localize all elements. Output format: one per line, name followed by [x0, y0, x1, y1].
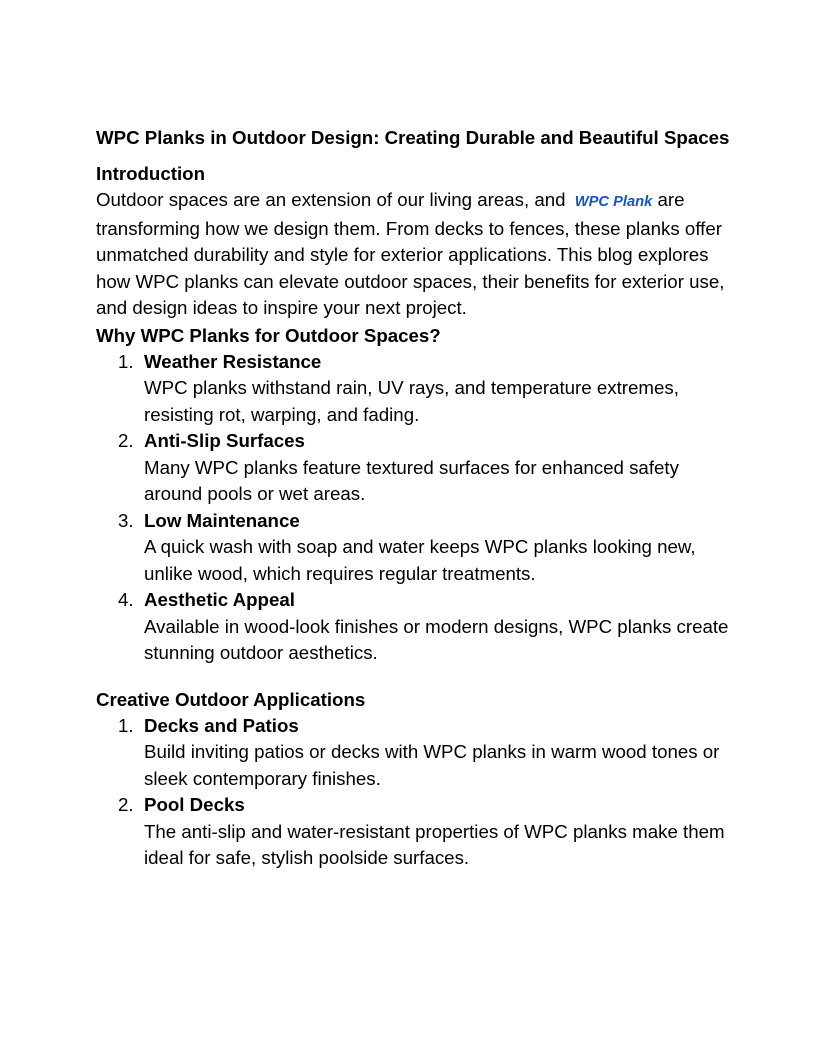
intro-text-before-link: Outdoor spaces are an extension of our living areas, and: [96, 189, 566, 210]
why-list: [96, 349, 736, 667]
list-item: [96, 428, 736, 508]
intro-heading: Introduction: [96, 163, 205, 184]
list-item-title: Aesthetic Appeal: [144, 589, 295, 610]
why-heading: Why WPC Planks for Outdoor Spaces?: [96, 324, 441, 346]
section-spacer: [96, 667, 736, 686]
list-item-number: 4.: [118, 589, 134, 610]
list-item: [96, 587, 736, 667]
wpc-plank-link[interactable]: WPC Plank: [574, 194, 653, 210]
document-page: [96, 124, 736, 872]
list-item-number: 2.: [118, 794, 134, 815]
list-item-title: Low Maintenance: [144, 509, 300, 531]
list-item: [96, 508, 736, 588]
list-item-body: The anti-slip and water-resistant properties of WPC planks make them ideal for safe, stylish poolside surfaces.: [144, 820, 725, 868]
applications-list: [96, 713, 736, 872]
list-item-number: 1.: [118, 350, 134, 372]
list-item-body: A quick wash with soap and water keeps WPC planks looking new, unlike wood, which requires regular treatments.: [144, 536, 696, 584]
applications-heading: Creative Outdoor Applications: [96, 688, 366, 710]
list-item-title: Anti-Slip Surfaces: [144, 430, 305, 451]
list-item-body: Available in wood-look finishes or modern designs, WPC planks create stunning outdoor aesthetics.: [144, 615, 729, 663]
list-item-body: Many WPC planks feature textured surfaces for enhanced safety around pools or wet areas.: [144, 456, 679, 504]
list-item: [96, 792, 736, 872]
intro-paragraph: [96, 187, 736, 322]
list-item: [96, 713, 736, 793]
list-item-title: Pool Decks: [144, 794, 245, 815]
list-item-number: 3.: [118, 509, 134, 531]
list-item-title: Decks and Patios: [144, 714, 299, 736]
intro-text-after-link: are transforming how we design them. From decks to fences, these planks offer unmatched durability and style for exterior applications. This blog explores how WPC planks can elevate outdoor spaces, their benefits for exterior use, and design ideas to inspire your next project.: [96, 189, 725, 318]
list-item-body: Build inviting patios or decks with WPC planks in warm wood tones or sleek contemporary finishes.: [144, 741, 720, 789]
list-item: [96, 349, 736, 429]
list-item-body: WPC planks withstand rain, UV rays, and temperature extremes, resisting rot, warping, and fading.: [144, 377, 679, 425]
list-item-number: 2.: [118, 430, 134, 451]
list-item-number: 1.: [118, 714, 134, 736]
document-title: WPC Planks in Outdoor Design: Creating Durable and Beautiful Spaces: [96, 127, 730, 148]
list-item-title: Weather Resistance: [144, 350, 322, 372]
